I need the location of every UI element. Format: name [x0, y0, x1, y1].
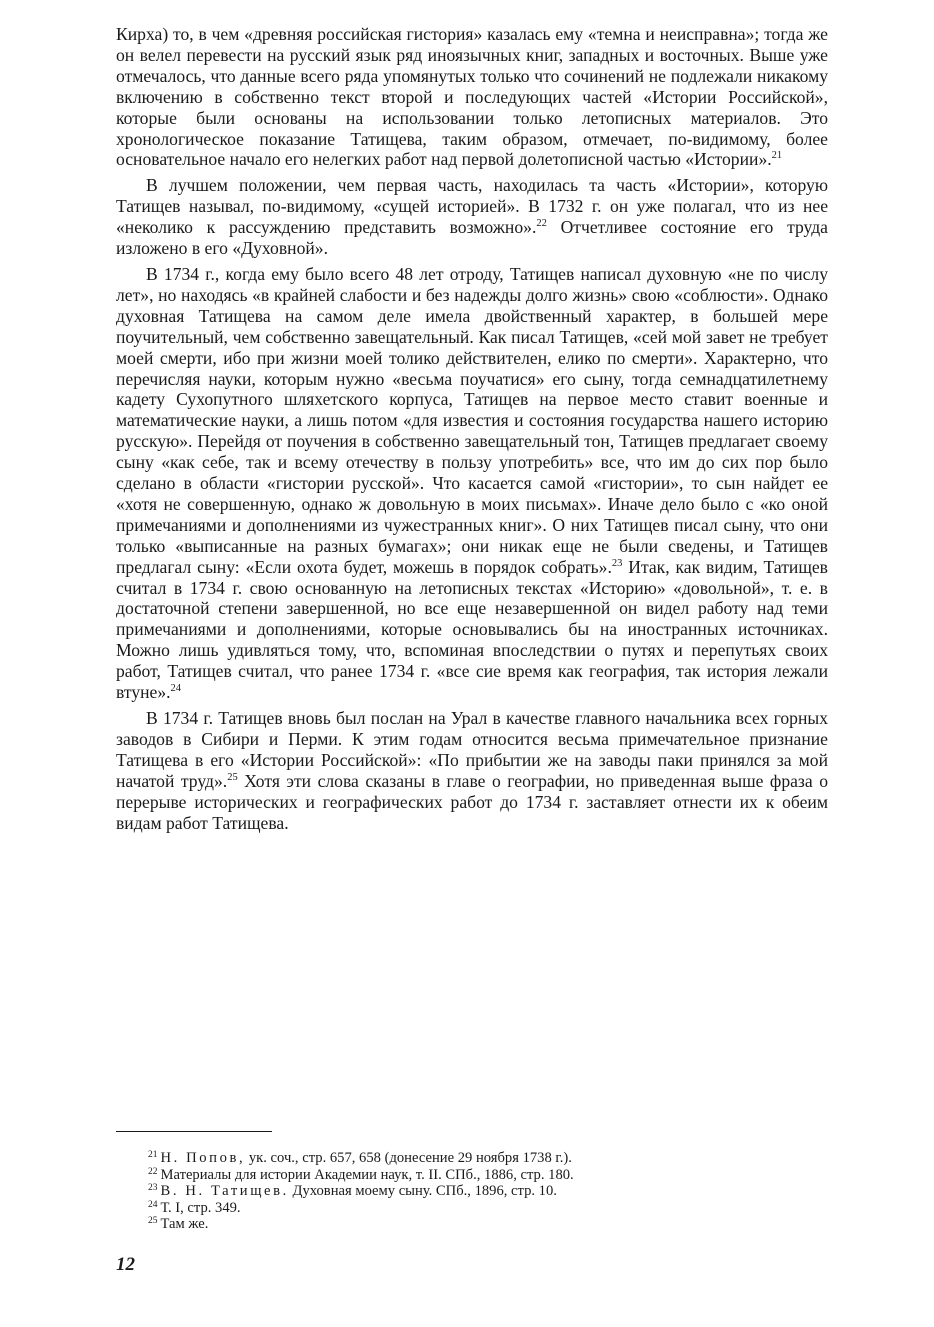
footnote-ref[interactable]: 21: [771, 150, 783, 162]
footnote-ref[interactable]: 22: [536, 218, 547, 230]
paragraph-text-tail: Отчетливее состояние его труда изложено в его «Духовной».: [116, 217, 828, 259]
footnote-22: [148, 1167, 828, 1184]
footnotes: [148, 1150, 828, 1233]
paragraph-text: Кирха) то, в чем «древняя российская гистория» казалась ему «темна и неисправна»; тогда же он велел перевести на русский язык ряд иноязычных книг, западных и восточных. Выше уже отмечалось, что данные всего ряда упомянутых только что сочинений не подлежали никакому включению в собственно текст второй и последующих частей «Истории Российской», которые были основаны на использовании только летописных материалов. Это хронологическое показание Татищева, таким образом, отмечает, по-видимому, более основательное начало его нелегких работ над первой долетописной частью «Истории».: [116, 24, 828, 170]
footnote-24: [148, 1200, 828, 1217]
footnote-author: В. Н. Татищев.: [160, 1183, 289, 1200]
footnote-text: Там же.: [160, 1216, 209, 1233]
paragraph-text-tail: Хотя эти слова сказаны в главе о географии, но приведенная выше фраза о перерыве исторических и географических работ до 1734 г. заставляет отнести их к обеим видам работ Татищева.: [116, 770, 828, 833]
footnote-number: 25: [148, 1216, 158, 1227]
paragraph-text-tail: Итак, как видим, Татищев считал в 1734 г. свою основанную на летописных текстах «Историю» «довольной», т. е. в достаточной степени завершенной, но все еще незавершенной он видел работу над теми примечаниями и дополнениями, которые основывались бы на иностранных источниках. Можно лишь удивляться тому, что, вспоминая впоследствии о путях и перепутьях своих работ, Татищев считал, что ранее 1734 г. «все сие время как география, так история лежали втуне».: [116, 556, 828, 703]
footnote-23: [148, 1183, 828, 1200]
footnote-number: 21: [148, 1150, 158, 1160]
paragraph-text: В 1734 г., когда ему было всего 48 лет отроду, Татищев написал духовную «не по числу лет», но находясь «в крайней слабости и без надежды долго жизнь» свою «соблюсти». Однако духовная Татищева на самом деле имела двойственный характер, в большей мере поучительный, чем собственно завещательный. Как писал Татищев, «сей мой завет не требует моей смерти, ибо при жизни моей толико действителен, елико по смерти». Характерно, что перечисляя науки, которым нужно «весьма поучатися» его сыну, тогда семнадцатилетнему кадету Сухопутного шляхетского корпуса, Татищев на первое место ставит военные и математические науки, а лишь потом «для известия и состояния государства нашего историю русскую». Перейдя от поучения в собственно завещательный тон, Татищев предлагает своему сыну «как себе, так и всему отечеству в пользу употребить» все, что им до сих пор было сделано в области «гистории русской». Что касается самой «гистории», то сын найдет ее «хотя не совершенную, однако ж довольную в моих письмах». Иначе дело было с «ко оной примечаниями и дополнениями из чужестранных книг». О них Татищев писал сыну, что они только «выписанные на разных бумагах»; они никак еще не были сведены, и Татищев предлагал сыну: «Если охота будет, можешь в порядок собрать».: [116, 263, 828, 577]
footnote-text: Материалы для истории Академии наук, т. II. СПб., 1886, стр. 180.: [160, 1166, 574, 1183]
paragraph-text: В лучшем положении, чем первая часть, находилась та часть «Истории», которую Татищев называл, по-видимому, «сущей историей». В 1732 г. он уже полагал, что из нее «неколико к рассуждению представить возможно».: [116, 175, 828, 238]
paragraph-4: [116, 708, 828, 833]
paragraph-text: В 1734 г. Татищев вновь был послан на Урал в качестве главного начальника всех горных заводов в Сибири и Перми. К этим годам относится весьма примечательное признание Татищева в его «Истории Российской»: «По прибытии же на заводы паки принялся за мой начатой труд».: [116, 708, 828, 791]
paragraph-2: [116, 175, 828, 259]
footnote-text: Духовная моему сыну. СПб., 1896, стр. 10.: [288, 1183, 557, 1200]
footnote-number: 22: [148, 1166, 158, 1177]
footnote-divider: [116, 1131, 272, 1132]
footnote-ref[interactable]: 25: [227, 771, 238, 783]
footnote-number: 24: [148, 1199, 158, 1210]
footnote-text: Т. I, стр. 349.: [160, 1199, 241, 1216]
footnote-25: [148, 1216, 828, 1233]
paragraph-1: [116, 24, 828, 170]
main-text: [116, 24, 828, 833]
footnote-number: 23: [148, 1183, 158, 1194]
footnote-ref[interactable]: 24: [170, 683, 182, 695]
footnote-ref[interactable]: 23: [611, 557, 623, 569]
footnote-author: Н. Попов,: [160, 1150, 246, 1166]
footnote-text: ук. соч., стр. 657, 658 (донесение 29 ноября 1738 г.).: [245, 1150, 572, 1166]
paragraph-3: [116, 264, 828, 703]
page-number: 12: [116, 1254, 135, 1275]
footnote-21: [148, 1150, 828, 1167]
